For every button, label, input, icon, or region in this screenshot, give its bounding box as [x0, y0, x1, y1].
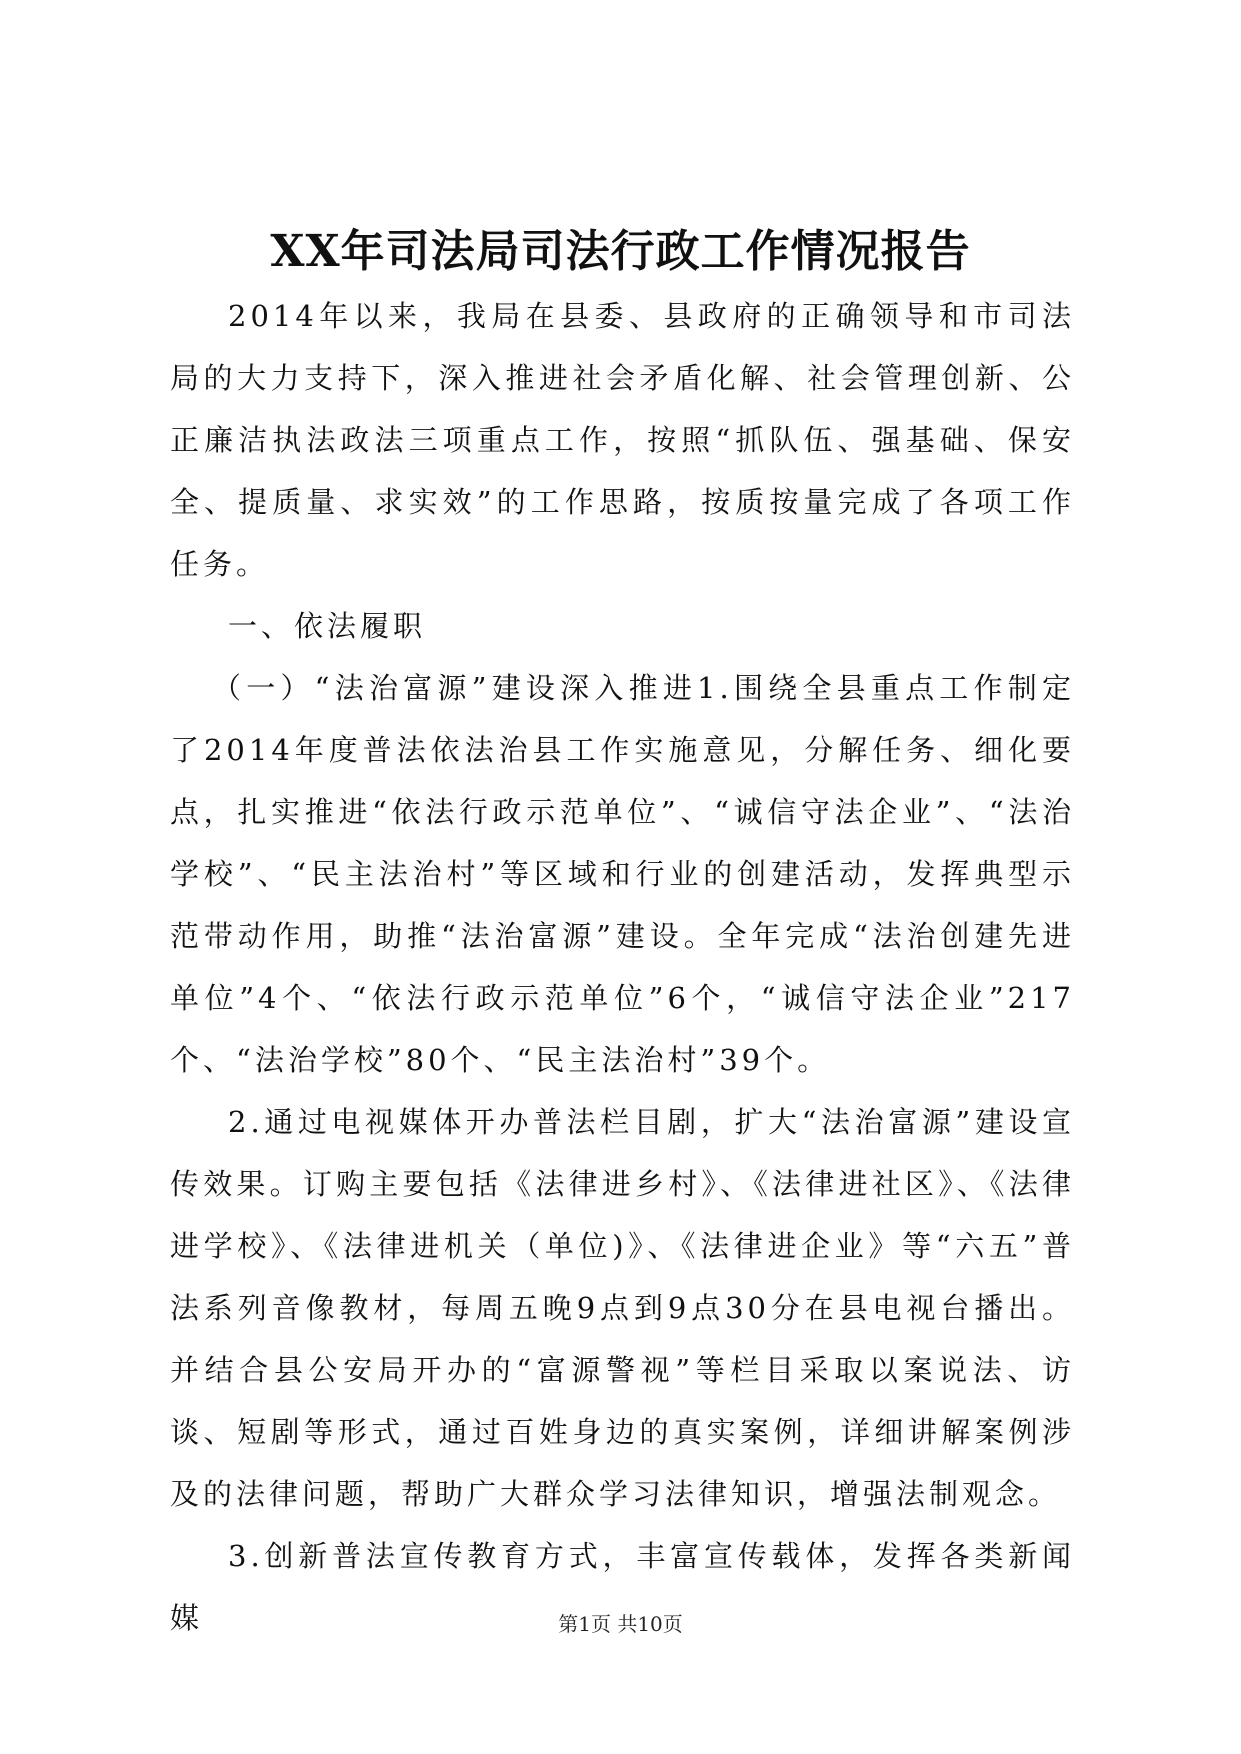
document-title: XX年司法局司法行政工作情况报告 — [270, 226, 971, 277]
body-paragraph: 3.创新普法宣传教育方式，丰富宣传载体，发挥各类新闻媒 — [170, 1539, 1075, 1635]
section-heading: 一、依法履职 — [228, 609, 427, 643]
subsection-paragraph: （一）“法治富源”建设深入推进1.围绕全县重点工作制定了2014年度普法依法治县工作实施意见，分解任务、细化要点，扎实推进“依法行政示范单位”、“诚信守法企业”、“法治学校”、“民主法治村”等区域和行业的创建活动，发挥典型示范带动作用，助推“法治富源”建设。全年完成“法治创建先进单位”4个、“依法行政示范单位”6个，“诚信守法企业”217个、“法治学校”80个、“民主法治村”39个。 — [170, 671, 1075, 1077]
body-paragraph: 2.通过电视媒体开办普法栏目剧，扩大“法治富源”建设宣传效果。订购主要包括《法律进乡村》、《法律进社区》、《法律进学校》、《法律进机关（单位)》、《法律进企业》等“六五”普法系列音像教材，每周五晚9点到9点30分在县电视台播出。并结合县公安局开办的“富源警视”等栏目采取以案说法、访谈、短剧等形式，通过百姓身边的真实案例，详细讲解案例涉及的法律问题，帮助广大群众学习法律知识，增强法制观念。 — [170, 1105, 1075, 1511]
document-body — [170, 285, 1075, 1649]
intro-paragraph: 2014年以来，我局在县委、县政府的正确领导和市司法局的大力支持下，深入推进社会矛盾化解、社会管理创新、公正廉洁执法政法三项重点工作，按照“抓队伍、强基础、保安全、提质量、求实效”的工作思路，按质按量完成了各项工作任务。 — [170, 299, 1075, 581]
page-footer: 第1页 共10页 — [558, 1612, 683, 1636]
